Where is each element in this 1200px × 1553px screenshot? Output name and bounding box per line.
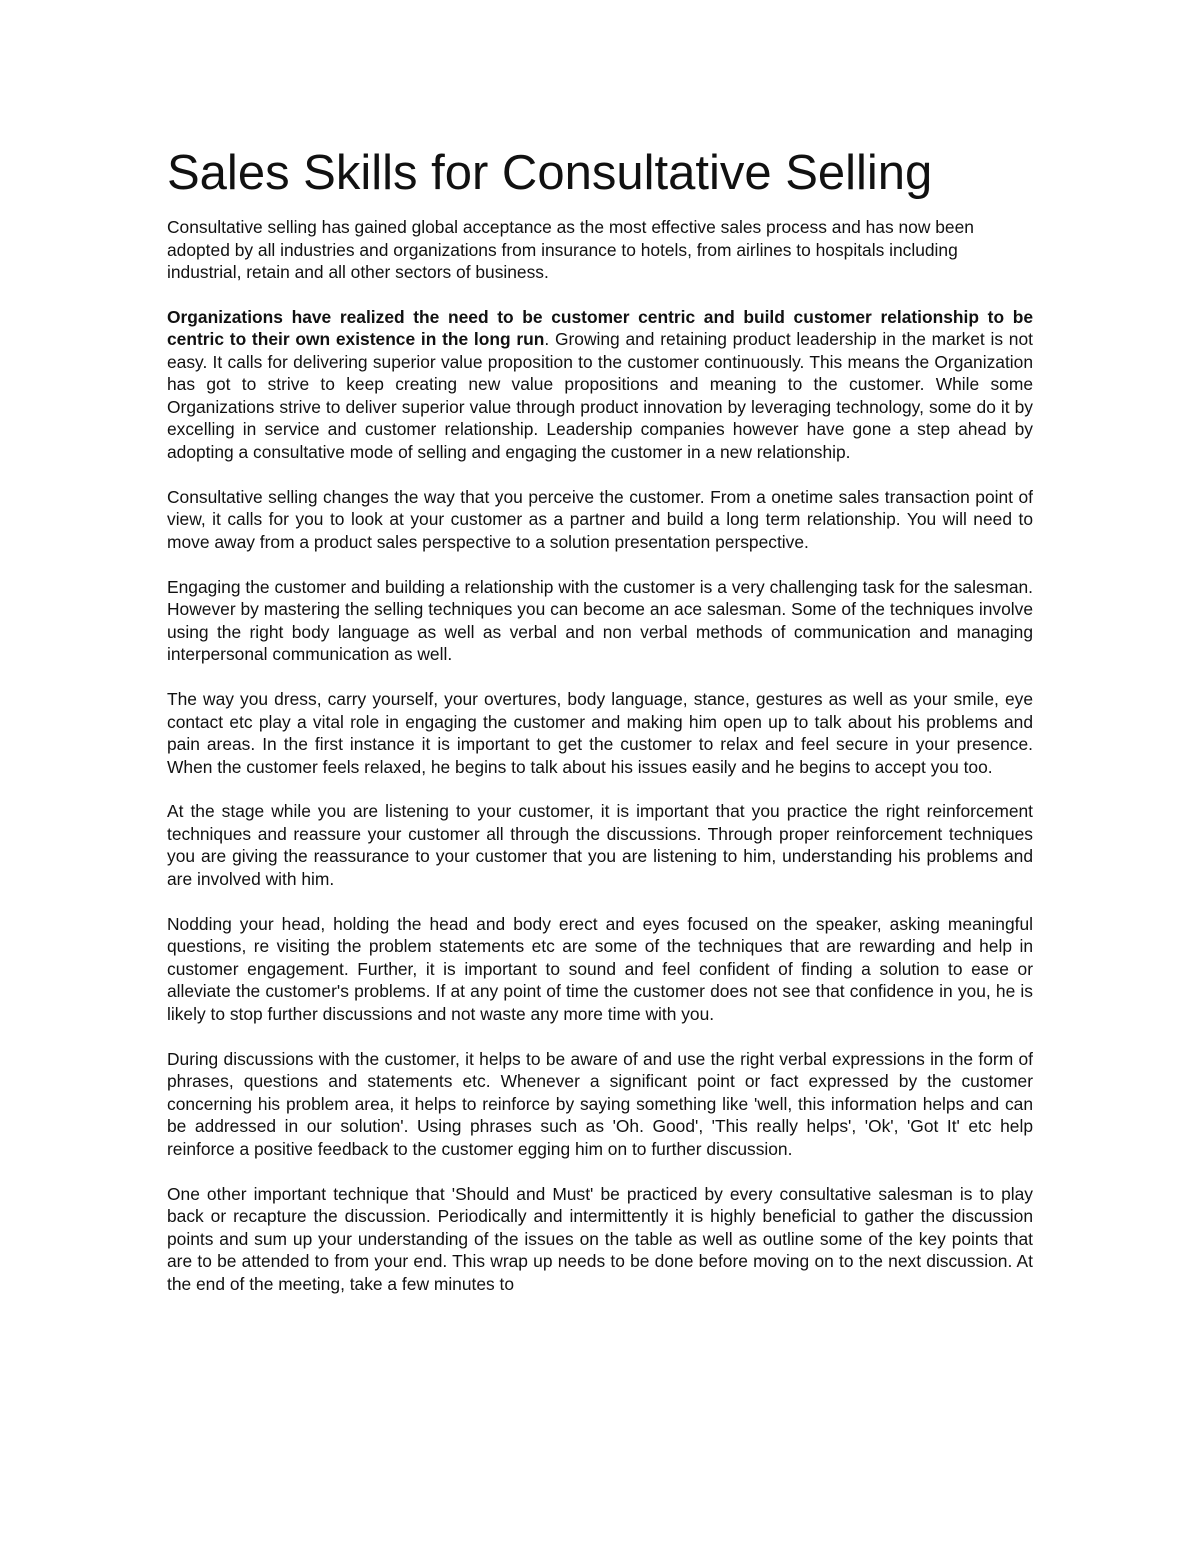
paragraph-7	[167, 913, 1033, 1026]
paragraph-5	[167, 688, 1033, 778]
paragraph-text: At the stage while you are listening to your customer, it is important that you practice the right reinforcement techniques and reassure your customer all through the discussions. Through proper reinforcement techniques you are giving the reassurance to your customer that you are listening to him, understanding his problems and are involved with him.	[167, 801, 1033, 889]
paragraph-text: Engaging the customer and building a relationship with the customer is a very challenging task for the salesman. However by mastering the selling techniques you can become an ace salesman. Some of the techniques involve using the right body language as well as verbal and non verbal methods of communication and managing interpersonal communication as well.	[167, 576, 1033, 665]
paragraph-9	[167, 1183, 1033, 1296]
paragraph-2	[167, 306, 1033, 464]
paragraph-text: Nodding your head, holding the head and body erect and eyes focused on the speaker, asking meaningful questions, re visiting the problem statements etc are some of the techniques that are rewarding and help in customer engagement. Further, it is important to sound and feel confident of finding a solution to ease or alleviate the customer's problems. If at any point of time the customer does not see that confidence in you, he is likely to stop further discussions and not waste any more time with you.	[167, 913, 1033, 1024]
paragraph-3	[167, 486, 1033, 554]
paragraph-text: Consultative selling has gained global acceptance as the most effective sales process and has now been adopted by all industries and organizations from insurance to hotels, from airlines to hospitals including industrial, retain and all other sectors of business.	[167, 217, 974, 282]
paragraph-text: During discussions with the customer, it helps to be aware of and use the right verbal expressions in the form of phrases, questions and statements etc. Whenever a significant point or fact expressed by the customer concerning his problem area, it helps to reinforce by saying something like 'well, this information helps and can be addressed in our solution'. Using phrases such as 'Oh. Good', 'This really helps', 'Ok', 'Got It' etc help reinforce a positive feedback to the customer egging him on to further discussion.	[167, 1048, 1033, 1159]
paragraph-text: Consultative selling changes the way that you perceive the customer. From a onetime sales transaction point of view, it calls for you to look at your customer as a partner and build a long term relationship. You will need to move away from a product sales perspective to a solution presentation perspective.	[167, 486, 1033, 552]
paragraph-text: . Growing and retaining product leadership in the market is not easy. It calls for delivering superior value proposition to the customer continuously. This means the Organization has got to strive to keep creating new value propositions and meaning to the customer. While some Organizations strive to deliver superior value through product innovation by leveraging technology, some do it by excelling in service and customer relationship. Leadership companies however have gone a step ahead by adopting a consultative mode of selling and engaging the customer in a new relationship.	[167, 329, 1033, 462]
document-page	[167, 140, 1033, 1318]
document-title: Sales Skills for Consultative Selling	[167, 146, 933, 200]
paragraph-1	[167, 216, 1033, 284]
paragraph-8	[167, 1048, 1033, 1161]
paragraph-text: The way you dress, carry yourself, your overtures, body language, stance, gestures as well as your smile, eye contact etc play a vital role in engaging the customer and making him open up to talk about his problems and pain areas. In the first instance it is important to get the customer to relax and feel secure in your presence. When the customer feels relaxed, he begins to talk about his issues easily and he begins to accept you too.	[167, 689, 1033, 777]
paragraph-text: One other important technique that 'Should and Must' be practiced by every consultative salesman is to play back or recapture the discussion. Periodically and intermittently it is highly beneficial to gather the discussion points and sum up your understanding of the issues on the table as well as outline some of the key points that are to be attended to from your end. This wrap up needs to be done before moving on to the next discussion. At the end of the meeting, take a few minutes to	[167, 1183, 1033, 1294]
paragraph-6	[167, 800, 1033, 890]
paragraph-bold-lead: Organizations have realized the need to be customer centric and build customer relationship to be centric to their own existence in the long run	[167, 306, 1033, 350]
paragraph-4	[167, 576, 1033, 666]
